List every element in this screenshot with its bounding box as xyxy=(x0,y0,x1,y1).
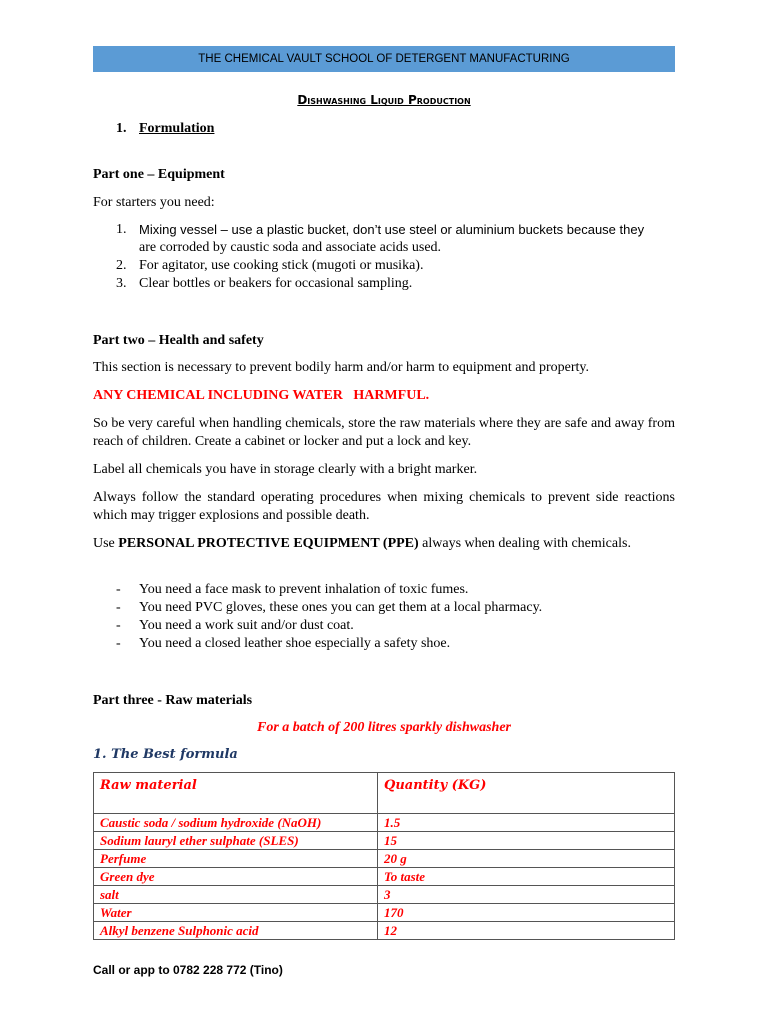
bullet-text: You need a work suit and/or dust coat. xyxy=(139,618,354,633)
dash-bullet: - xyxy=(116,636,121,651)
list-item xyxy=(0,221,768,239)
section-heading-formulation: Formulation xyxy=(139,121,215,136)
table-cell: 15 xyxy=(378,832,675,850)
paragraph: This section is necessary to prevent bodily harm and/or harm to equipment and property. xyxy=(93,360,589,375)
table-row xyxy=(94,814,675,832)
table-cell: Alkyl benzene Sulphonic acid xyxy=(94,922,378,940)
paragraph: So be very careful when handling chemicals, store the raw materials where they are safe and away from reach of children. Create a cabinet or locker and put a lock and key. xyxy=(93,416,675,449)
list-item-text: Mixing vessel – use a plastic bucket, don’t use steel or aluminium buckets because they xyxy=(139,222,645,237)
raw-materials-table xyxy=(93,772,675,940)
table-row xyxy=(94,850,675,868)
list-item-text: are corroded by caustic soda and associate acids used. xyxy=(139,240,442,255)
ppe-text-bold: PERSONAL PROTECTIVE EQUIPMENT (PPE) xyxy=(118,536,419,551)
paragraph: Always follow the standard operating procedures when mixing chemicals to prevent side reactions which may trigger explosions and possible death. xyxy=(93,490,675,523)
bullet-text: You need a closed leather shoe especially a safety shoe. xyxy=(139,636,451,651)
part-three-heading: Part three - Raw materials xyxy=(93,693,253,708)
bullet-text: You need a face mask to prevent inhalation of toxic fumes. xyxy=(139,582,469,597)
warning-text: ANY CHEMICAL INCLUDING WATER HARMFUL. xyxy=(93,388,430,403)
table-cell: Sodium lauryl ether sulphate (SLES) xyxy=(94,832,378,850)
part-one-intro: For starters you need: xyxy=(93,195,215,210)
table-cell: Green dye xyxy=(94,868,378,886)
document-banner: THE CHEMICAL VAULT SCHOOL OF DETERGENT MANUFACTURING xyxy=(93,46,675,72)
table-cell: salt xyxy=(94,886,378,904)
dash-bullet: - xyxy=(116,600,121,615)
table-header-cell: Quantity (KG) xyxy=(378,773,675,814)
ppe-text-pre: Use xyxy=(93,536,119,551)
table-cell: 3 xyxy=(378,886,675,904)
table-cell: 1.5 xyxy=(378,814,675,832)
table-row xyxy=(94,922,675,940)
table-cell: To taste xyxy=(378,868,675,886)
list-item xyxy=(0,275,768,293)
ppe-paragraph xyxy=(93,535,675,553)
table-header-row xyxy=(94,773,675,814)
bullet-item xyxy=(0,635,768,653)
list-number: 3. xyxy=(116,276,127,291)
footer-contact: Call or app to 0782 228 772 (Tino) xyxy=(93,963,283,977)
list-item-text: For agitator, use cooking stick (mugoti or musika). xyxy=(139,258,424,273)
table-header-cell: Raw material xyxy=(94,773,378,814)
part-two-heading: Part two – Health and safety xyxy=(93,333,264,348)
list-item xyxy=(0,257,768,275)
ppe-text-post: always when dealing with chemicals. xyxy=(418,536,631,551)
batch-note: For a batch of 200 litres sparkly dishwasher xyxy=(257,720,511,735)
part-one-heading: Part one – Equipment xyxy=(93,167,225,182)
document-title: Dishwashing Liquid Production xyxy=(297,93,471,107)
list-number: 1. xyxy=(116,222,127,237)
dash-bullet: - xyxy=(116,582,121,597)
bullet-item xyxy=(0,599,768,617)
table-cell: Perfume xyxy=(94,850,378,868)
table-row xyxy=(94,904,675,922)
table-cell: 20 g xyxy=(378,850,675,868)
formula-title: 1. The Best formula xyxy=(93,747,238,762)
table-cell: Water xyxy=(94,904,378,922)
list-number: 2. xyxy=(116,258,127,273)
table-cell: 170 xyxy=(378,904,675,922)
table-row xyxy=(94,886,675,904)
table-cell: Caustic soda / sodium hydroxide (NaOH) xyxy=(94,814,378,832)
table-row xyxy=(94,832,675,850)
table-row xyxy=(94,868,675,886)
bullet-item xyxy=(0,581,768,599)
paragraph: Label all chemicals you have in storage clearly with a bright marker. xyxy=(93,462,478,477)
table-cell: 12 xyxy=(378,922,675,940)
section-number: 1. xyxy=(116,121,127,136)
bullet-item xyxy=(0,617,768,635)
list-item-text: Clear bottles or beakers for occasional sampling. xyxy=(139,276,413,291)
list-item-continuation xyxy=(0,239,768,257)
bullet-text: You need PVC gloves, these ones you can get them at a local pharmacy. xyxy=(139,600,543,615)
dash-bullet: - xyxy=(116,618,121,633)
